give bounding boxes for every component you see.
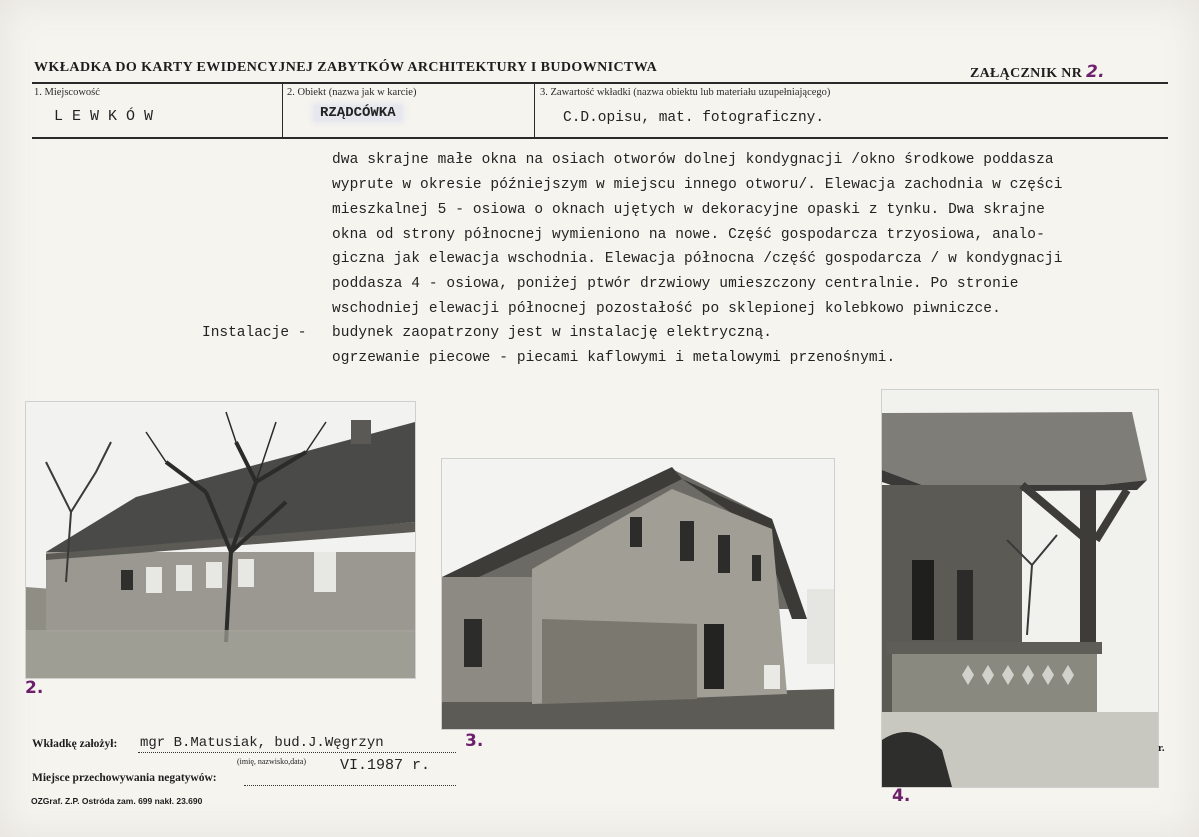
body-line: wyprute w okresie późniejszym w miejscu innego otworu/. Elewacja zachodnia w części xyxy=(332,177,1063,193)
annex-label xyxy=(970,62,1105,82)
body-line: poddasza 4 - osiowa, poniżej ptwór drzwiowy umieszczony centralnie. Po stronie xyxy=(332,276,1019,292)
body-line: giczna jak elewacja wschodnia. Elewacja północna /część gospodarcza / w kondygnacji xyxy=(332,251,1063,267)
printer-imprint: OZGraf. Z.P. Ostróda zam. 699 nakł. 23.690 xyxy=(31,796,203,806)
body-line: mieszkalnej 5 - osiowa o oknach ujętych w dekoracyjne opaski z tynku. Dwa skrajne xyxy=(332,202,1045,218)
content-value: C.D.opisu, mat. fotograficzny. xyxy=(563,110,825,126)
field-divider-2 xyxy=(534,84,535,137)
place-label: 1. Miejscowość xyxy=(34,87,100,98)
negatives-dotted-line xyxy=(244,785,456,786)
date-value: VI.1987 r. xyxy=(340,757,431,774)
author-dotted-line xyxy=(138,752,456,753)
installations-label: Instalacje - xyxy=(202,325,307,341)
photo-building-gable xyxy=(441,458,835,730)
body-line: okna od strony północnej wymieniono na nowe. Część gospodarcza trzyosiowa, analo- xyxy=(332,227,1045,243)
form-title: WKŁADKA DO KARTY EWIDENCYJNEJ ZABYTKÓW ARCHITEKTURY I BUDOWNICTWA xyxy=(34,60,658,75)
body-line: dwa skrajne małe okna na osiach otworów dolnej kondygnacji /okno środkowe poddasza xyxy=(332,152,1054,168)
author-hint: (imię, nazwisko,data) xyxy=(237,757,307,766)
object-label: 2. Obiekt (nazwa jak w karcie) xyxy=(287,87,417,98)
body-line: wschodniej elewacji północnej pozostałość po sklepionej kolebkowo piwniczce. xyxy=(332,301,1001,317)
photo-porch-image xyxy=(882,390,1158,787)
field-divider-1 xyxy=(282,84,283,137)
annex-label-text: ZAŁĄCZNIK NR xyxy=(970,66,1083,81)
installations-line: ogrzewanie piecowe - piecami kaflowymi i metalowymi przenośnymi. xyxy=(332,350,896,366)
negatives-label: Miejsce przechowywania negatywów: xyxy=(32,772,217,784)
header-rule xyxy=(32,82,1168,84)
photo-porch xyxy=(881,389,1159,788)
object-value: RZĄDCÓWKA xyxy=(314,105,402,121)
place-value: LEWKÓW xyxy=(54,108,163,125)
photo-building-south xyxy=(25,401,416,679)
photo-number: 2. xyxy=(25,678,44,698)
installations-line: budynek zaopatrzony jest w instalację elektryczną. xyxy=(332,325,773,341)
fields-rule xyxy=(32,137,1168,139)
photo-building-south-image xyxy=(26,402,415,678)
photo-number: 3. xyxy=(465,731,484,751)
author-value: mgr B.Matusiak, bud.J.Węgrzyn xyxy=(140,735,384,751)
author-label: Wkładkę założył: xyxy=(32,738,118,750)
photo-number: 4. xyxy=(892,786,911,806)
photo-building-gable-image xyxy=(442,459,834,729)
stray-mark: r. xyxy=(1158,742,1165,754)
content-label: 3. Zawartość wkładki (nazwa obiektu lub materiału uzupełniającego) xyxy=(540,87,831,98)
annex-number: 2. xyxy=(1085,62,1105,82)
